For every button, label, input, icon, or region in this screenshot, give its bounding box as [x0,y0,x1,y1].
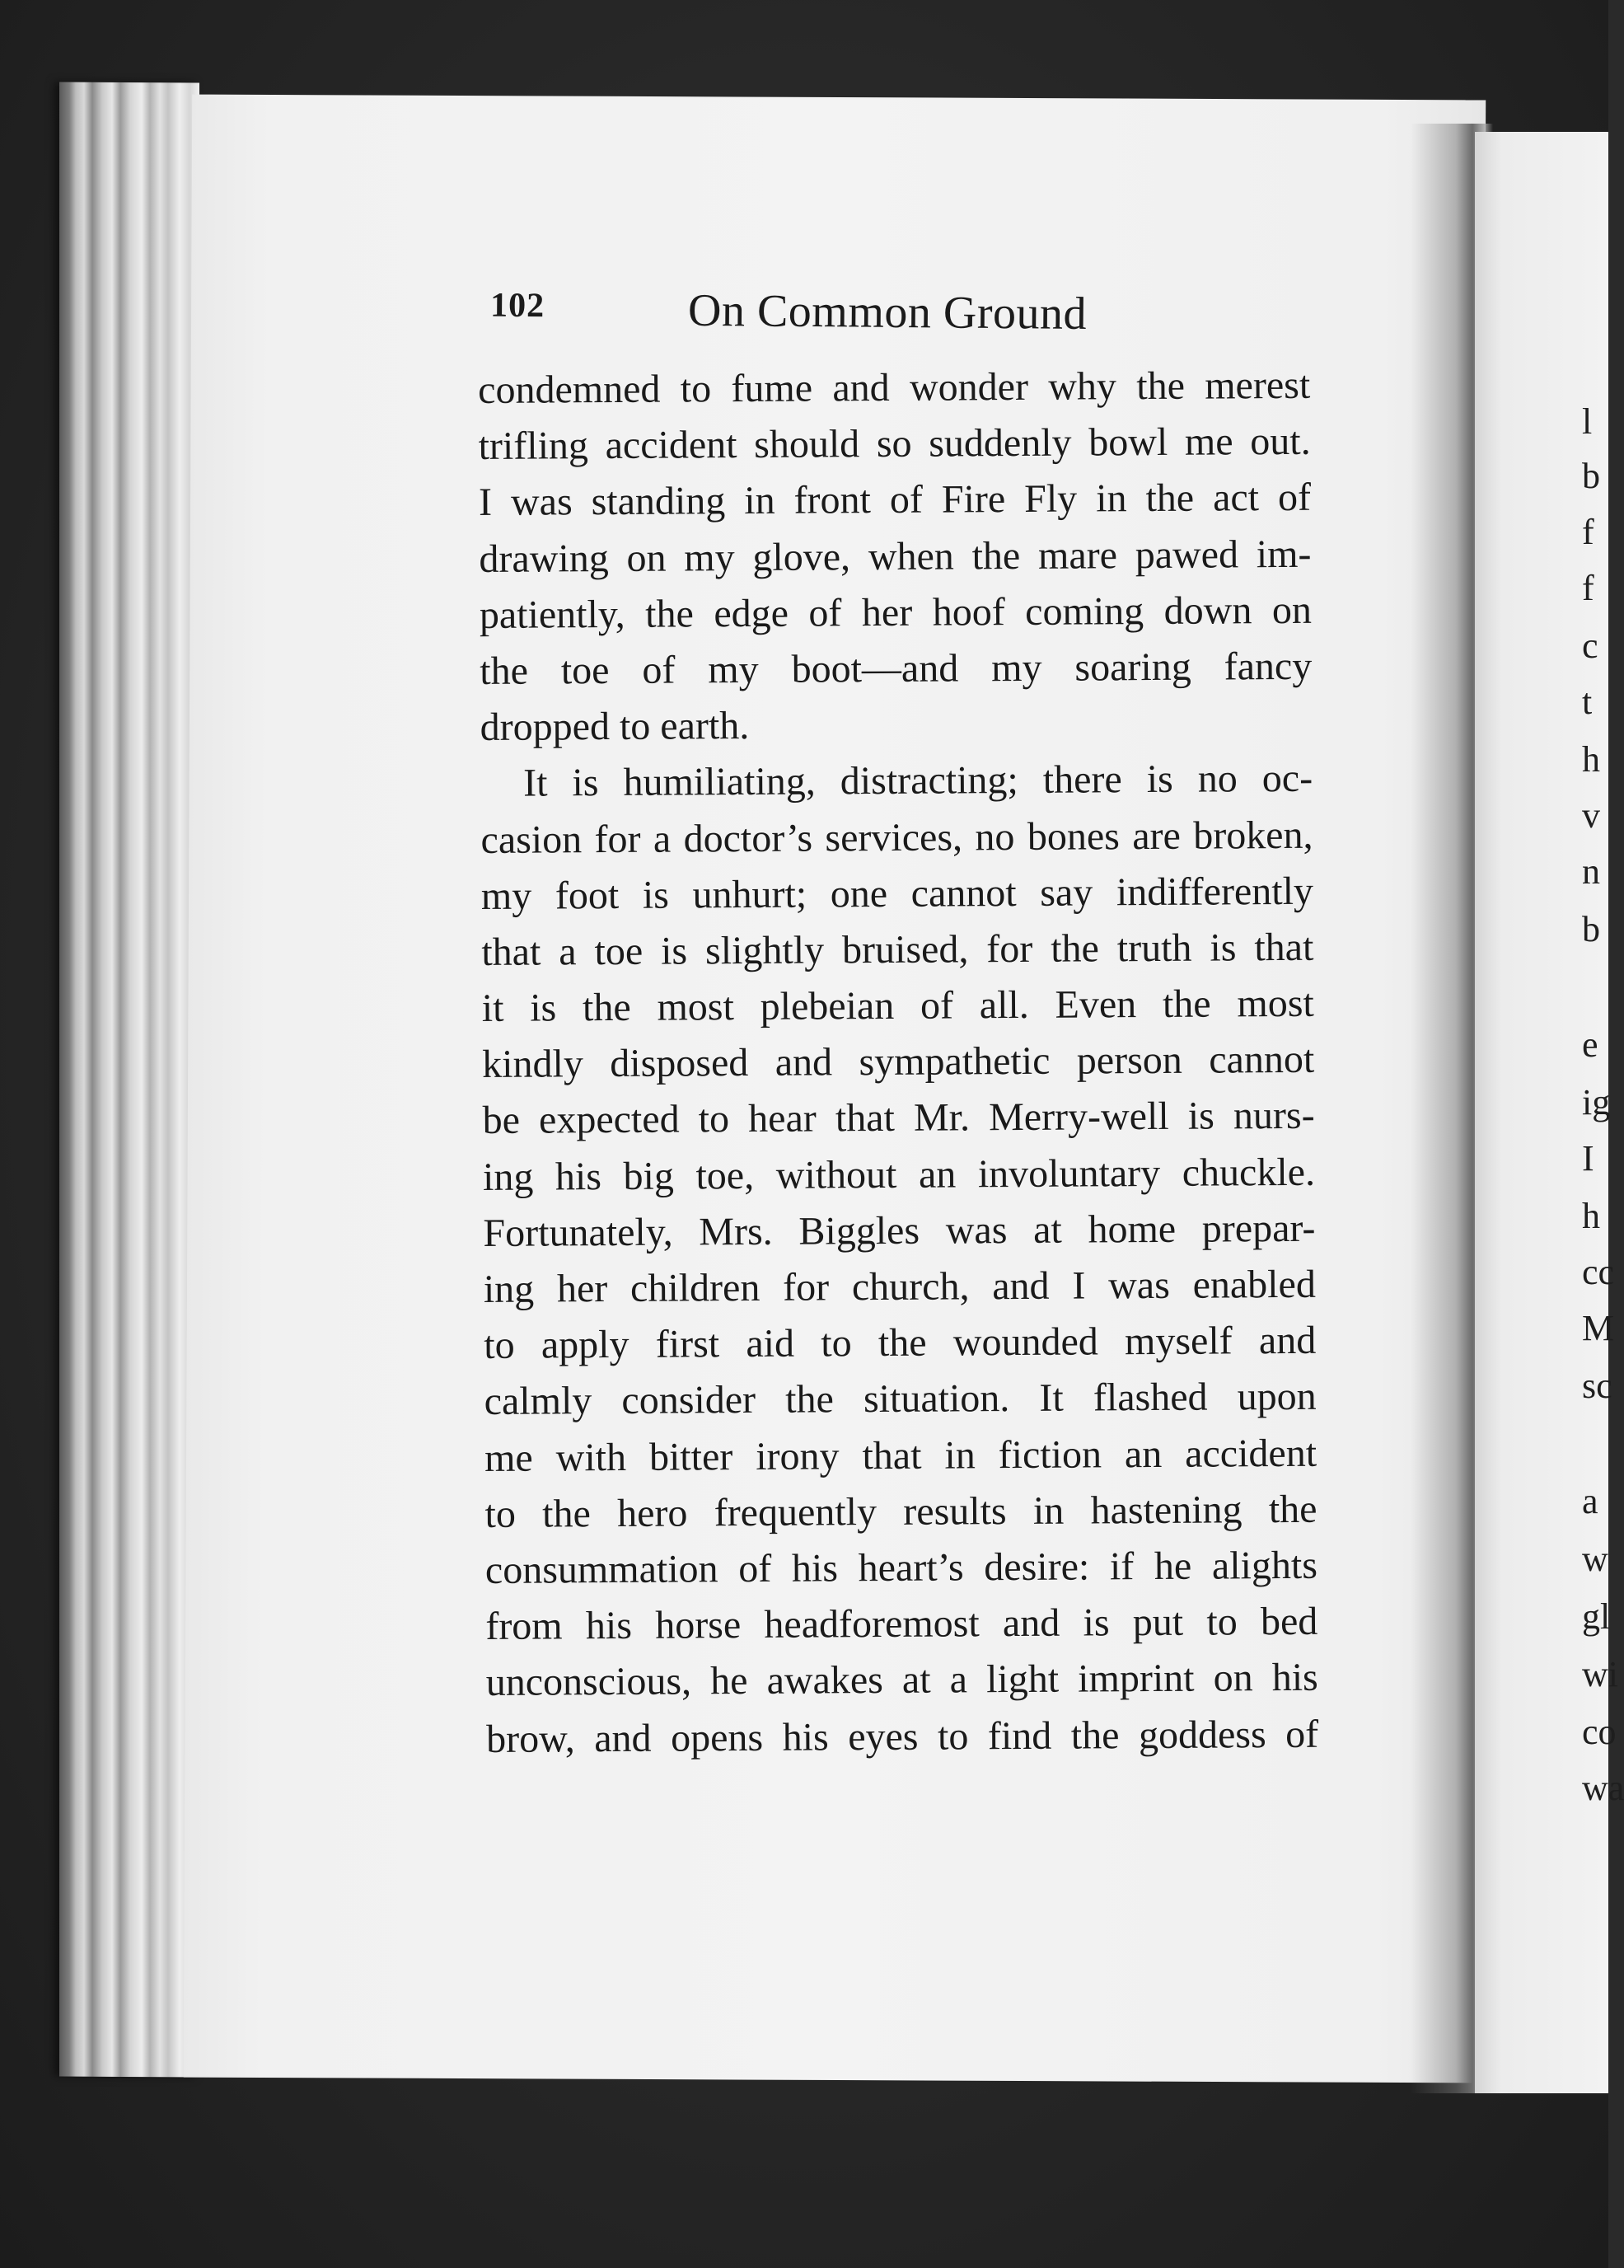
text-line: trifling accident should so suddenly bowl me out. [478,419,1311,469]
page-number: 102 [489,286,545,326]
facing-page-fragment: h [1582,1196,1600,1236]
text-line: to apply first aid to the wounded myself and [484,1318,1317,1368]
text-line: brow, and opens his eyes to find the goddess of [486,1712,1319,1761]
text-line: the toe of my boot—and my soaring fancy [480,644,1313,693]
text-line: patiently, the edge of her hoof coming down on [479,588,1313,637]
text-line: drawing on my glove, when the mare pawed im- [479,532,1312,581]
text-line: from his horse headforemost and is put to bed [485,1599,1318,1649]
text-line: me with bitter irony that in fiction an accident [484,1431,1317,1480]
facing-page-fragment: sc [1582,1366,1612,1406]
text-line: Fortunately, Mrs. Biggles was at home prepar- [483,1206,1316,1255]
facing-page-fragment: w [1582,1539,1608,1579]
facing-page-fragment: M [1582,1308,1615,1348]
facing-page-fragment: a [1582,1481,1598,1521]
text-line: calmly consider the situation. It flashed upon [484,1375,1317,1424]
text-line: dropped to earth. [480,704,750,750]
facing-page-fragment: n [1582,851,1600,892]
text-line: ing his big toe, without an involuntary chuckle. [482,1150,1316,1199]
text-line: that a toe is slightly bruised, for the truth is that [481,925,1314,974]
text-line: It is humiliating, distracting; there is no oc- [522,757,1313,805]
facing-page-fragment: v [1582,795,1600,836]
text-line: consummation of his heart’s desire: if he alights [484,1543,1318,1592]
facing-page-fragment: f [1582,568,1594,608]
facing-page-fragment: b [1582,909,1600,949]
text-line: casion for a doctor’s services, no bones are broken, [480,813,1313,862]
facing-page-fragment: c [1582,626,1598,666]
facing-page-fragment: e [1582,1024,1598,1065]
running-title: On Common Ground [687,284,1088,340]
text-line: to the hero frequently results in hastening the [484,1487,1317,1536]
facing-page-fragment: wi [1582,1654,1618,1694]
facing-page-fragment: co [1582,1712,1617,1752]
facing-page-fragment: I [1582,1138,1594,1179]
text-line: my foot is unhurt; one cannot say indifferently [480,869,1314,918]
text-line: it is the most plebeian of all. Even the most [481,981,1314,1031]
text-line: kindly disposed and sympathetic person cannot [482,1038,1315,1087]
facing-page-fragment: b [1582,456,1600,496]
body-text [478,358,1318,1768]
facing-page-fragment: f [1582,512,1594,552]
facing-page-fragment: cc [1582,1252,1615,1292]
facing-page-fragment: l [1582,401,1593,442]
paragraph [480,751,1318,1768]
paragraph [478,358,1313,756]
facing-page-fragment: h [1582,739,1600,780]
text-line: condemned to fume and wonder why the merest [478,363,1311,412]
text-line: ing her children for church, and I was enabled [483,1262,1317,1311]
page-edge-stack [59,82,199,2078]
facing-page-fragment: wa [1582,1768,1624,1808]
text-line: unconscious, he awakes at a light imprint on his [485,1656,1318,1705]
facing-page-fragment: ig [1582,1082,1611,1122]
text-line: be expected to hear that Mr. Merry-well is nurs- [482,1094,1315,1143]
facing-page-fragment: t [1582,682,1593,722]
running-head [490,283,1126,346]
facing-page-fragment: gl [1582,1596,1611,1637]
text-line: I was standing in front of Fire Fly in the act of [478,476,1312,525]
